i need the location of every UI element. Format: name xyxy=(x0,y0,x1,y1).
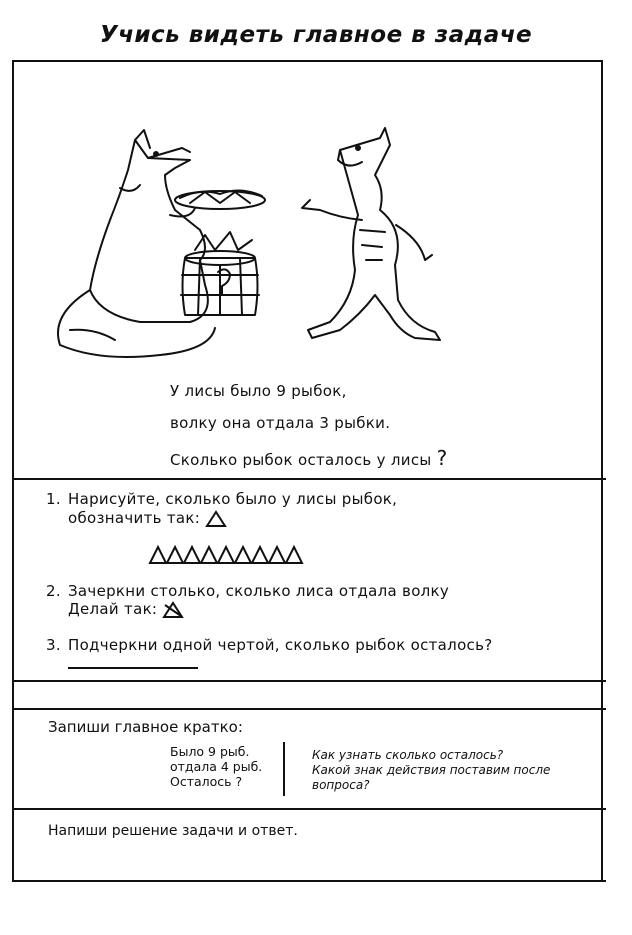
task-1-line-1 xyxy=(46,490,397,508)
story-question-text: Сколько рыбок осталось у лисы xyxy=(170,451,432,469)
divider-bottom xyxy=(12,880,606,882)
short-record-divider xyxy=(283,742,285,796)
short-record-heading: Запиши главное кратко: xyxy=(48,718,243,736)
divider-1 xyxy=(12,478,606,480)
divider-4 xyxy=(12,808,606,810)
divider-3 xyxy=(12,708,606,710)
fox-wolf-illustration xyxy=(40,100,520,370)
solution-prompt: Напиши решение задачи и ответ. xyxy=(48,823,298,839)
task-1-number: 1. xyxy=(46,490,61,508)
triangle-row xyxy=(148,544,318,566)
crossed-triangle-icon xyxy=(162,601,184,619)
task-2-number: 2. xyxy=(46,582,61,600)
hint-line: Какой знак действия поставим после xyxy=(312,763,551,777)
fish-triangle xyxy=(201,547,217,563)
story-line-2: волку она отдала 3 рыбки. xyxy=(170,414,391,432)
story-line-1: У лисы было 9 рыбок, xyxy=(170,382,347,400)
task-3-line-1 xyxy=(46,636,493,654)
task-1-text: Нарисуйте, сколько было у лисы рыбок, xyxy=(68,490,398,508)
task-1-hint: обозначить так: xyxy=(68,509,201,527)
hint-line: Как узнать сколько осталось? xyxy=(312,748,504,762)
fox-figure xyxy=(58,130,215,357)
fish-triangle xyxy=(269,547,285,563)
task-1-line-2 xyxy=(68,509,227,528)
task-3-text: Подчеркни одной чертой, сколько рыбок осталось? xyxy=(68,636,493,654)
barrel xyxy=(181,232,259,315)
task-3-number: 3. xyxy=(46,636,61,654)
fish-triangle xyxy=(184,547,200,563)
short-record-lines xyxy=(170,744,262,789)
fish-triangle xyxy=(252,547,268,563)
triangle-icon xyxy=(205,510,227,528)
task-2-text: Зачеркни столько, сколько лиса отдала волку xyxy=(68,582,450,600)
short-record-hints xyxy=(312,748,550,793)
divider-2 xyxy=(12,680,606,682)
task-2-line-2 xyxy=(68,600,184,619)
story-line-3 xyxy=(170,446,448,470)
fish-plate xyxy=(175,190,265,209)
answer-underline xyxy=(68,667,198,669)
short-record-line: отдала 4 рыб. xyxy=(170,759,263,774)
short-record-line: Было 9 рыб. xyxy=(170,744,250,759)
fish-triangle xyxy=(286,547,302,563)
fish-triangle xyxy=(218,547,234,563)
fish-triangle xyxy=(150,547,166,563)
hint-line: вопроса? xyxy=(312,778,370,792)
short-record-line: Осталось ? xyxy=(170,774,243,789)
fish-triangle xyxy=(167,547,183,563)
fish-triangle xyxy=(235,547,251,563)
task-2-hint: Делай так: xyxy=(68,600,158,618)
page-title: Учись видеть главное в задаче xyxy=(99,22,533,48)
story-question-mark: ? xyxy=(436,446,448,470)
wolf-figure xyxy=(302,128,440,340)
task-2-line-1 xyxy=(46,582,449,600)
